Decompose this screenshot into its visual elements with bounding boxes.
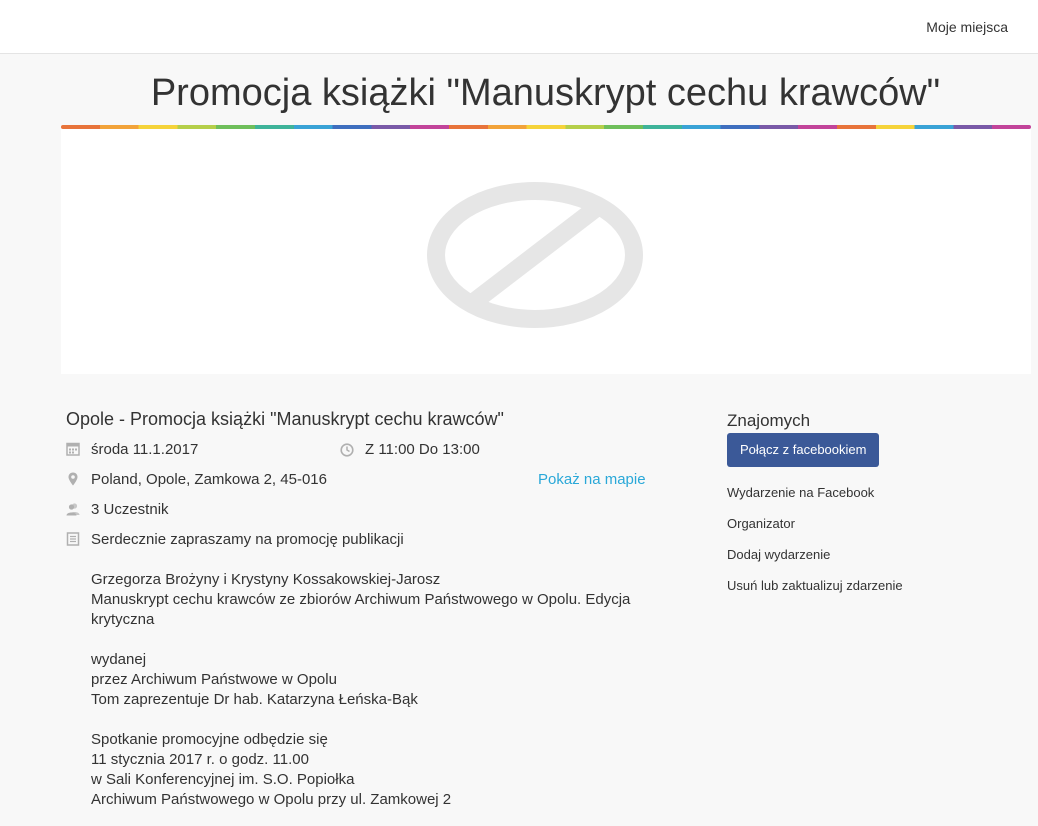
page-title: Promocja książki "Manuskrypt cechu krawców" xyxy=(150,72,941,114)
friends-title: Znajomych xyxy=(727,411,811,430)
description-line: Grzegorza Brożyny i Krystyny Kossakowskiej-Jarosz xyxy=(91,571,441,588)
map-pin-icon xyxy=(66,472,80,486)
description-line: przez Archiwum Państwowe w Opolu xyxy=(91,671,337,688)
event-date: środa 11.1.2017 xyxy=(91,441,199,458)
organizer-link[interactable]: Organizator xyxy=(727,516,795,531)
description-line: Archiwum Państwowego w Opolu przy ul. Zamkowej 2 xyxy=(91,791,452,808)
users-icon xyxy=(66,502,80,516)
description-line: w Sali Konferencyjnej im. S.O. Popiołka xyxy=(91,771,355,788)
event-image-placeholder xyxy=(61,129,1031,374)
description-line xyxy=(91,550,691,570)
description-line: Spotkanie promocyjne odbędzie się xyxy=(91,731,328,748)
facebook-event-link[interactable]: Wydarzenie na Facebook xyxy=(727,485,875,500)
calendar-icon xyxy=(66,442,80,456)
description-line xyxy=(91,710,691,730)
description-line: wydanej xyxy=(91,651,147,668)
no-image-icon xyxy=(427,179,643,331)
show-on-map-link[interactable]: Pokaż na mapie xyxy=(538,471,646,488)
top-navbar xyxy=(0,0,1038,54)
event-description xyxy=(91,530,691,810)
document-icon xyxy=(66,532,80,546)
description-line: 11 stycznia 2017 r. o godz. 11.00 xyxy=(91,751,309,768)
add-event-link[interactable]: Dodaj wydarzenie xyxy=(727,547,831,562)
update-event-link[interactable]: Usuń lub zaktualizuj zdarzenie xyxy=(727,578,903,593)
description-line: Tom zaprezentuje Dr hab. Katarzyna Łeńska-Bąk xyxy=(91,691,418,708)
event-time: Z 11:00 Do 13:00 xyxy=(365,441,480,458)
my-places-link[interactable]: Moje miejsca xyxy=(926,19,1008,35)
description-line: Serdecznie zapraszamy na promocję publikacji xyxy=(91,531,404,548)
event-address: Poland, Opole, Zamkowa 2, 45-016 xyxy=(91,471,327,488)
event-participants: 3 Uczestnik xyxy=(91,501,169,518)
event-description-icon-row xyxy=(66,530,86,550)
description-line xyxy=(91,630,691,650)
clock-icon xyxy=(340,443,354,457)
sidebar xyxy=(727,410,1027,593)
description-line: Manuskrypt cechu krawców ze zbiorów Archiwum Państwowego w Opolu. Edycja krytyczna xyxy=(91,591,631,628)
connect-facebook-button[interactable]: Połącz z facebookiem xyxy=(727,433,879,467)
event-heading: Opole - Promocja książki "Manuskrypt cechu krawców" xyxy=(66,409,504,429)
